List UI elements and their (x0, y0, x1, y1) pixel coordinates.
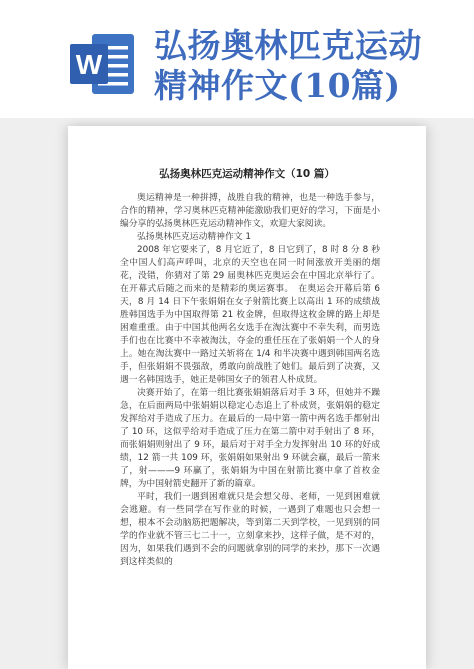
word-document-icon (68, 32, 136, 96)
paragraph-2: 决赛开始了，在第一组比赛张娟娟落后对手 3 环，但她并不躁急，在后面两局中张娟娟以稳定心态追上了朴成贤，张娟娟的稳定发挥给对手造成了压力。在最后的一局中第一箭中两名选手都射出了 10 环，这似乎给对手造成了压力在第二箭中对手射出了 8 环，而张娟娟则射出了 9 环，最后对于对手全力发挥射出 10 环的好成绩，12 箭一共 109 环，张娟娟如果射出 9 环就会赢，最后一箭来了，射———9 环赢了，张娟娟为中国在射箭比赛中拿了首枚金牌，为中国射箭史翻开了新的篇章。 (120, 388, 380, 489)
document-page (68, 126, 426, 669)
paragraph-1: 2008 年它要来了，8 月它近了，8 日它到了，8 时 8 分 8 秒全中国人们高声呼叫，北京的天空也在同一时间涨放开美丽的烟花，没错，你猜对了第 29 届奥林匹克奥运会在中国北京举行了。在开幕式后随之而来的是精彩的奥运赛事。 在奥运会开幕后第 6 天，8 月 14 日下午张娟娟在女子射箭比赛上以高出 1 环的成绩战胜韩国选手为中国取得第 21 枚金牌，但取得这枚金牌的路上却是困难重重。由于中国其他两名女选手在淘汰赛中不幸失利，而男选手们也在比赛中不幸被淘汰，夺金的重任压在了张娟娟一个人的身上。她在淘汰赛中一路过关斩将在 1/4 和半决赛中遇到韩国两名选手，但张娟娟不畏强敌，勇敢向前战胜了她们。最后到了决赛，又遇一名韩国选手，她正是韩国女子的领君人朴成贤。 (120, 245, 380, 385)
page-header (0, 0, 474, 125)
document-body (120, 192, 380, 569)
paragraph-3: 平时，我们一遇到困难就只是会想父母、老师，一见到困难就会逃避。有一些同学在写作业的时候，一遇到了难题也只会想一想，根本不会动脑筋把题解决，等到第二天到学校，一见到别的同学的作业就不管三七二十一，立刻拿来抄，这样子做，是不对的，因为，如果我们遇到不会的问题就拿别的同学的来抄，那下一次遇到这样类似的 (120, 492, 380, 567)
page-title-line-2: 精神作文(10篇) (154, 66, 401, 105)
document-title: 弘扬奥林匹克运动精神作文（10 篇） (159, 168, 335, 180)
word-icon-letter: W (75, 49, 103, 80)
paragraph-intro: 奥运精神是一种拼搏，战胜自我的精神，也是一种选手参与，合作的精神，学习奥林匹克精神能激励我们更好的学习，下面是小编分享的弘扬奥林匹克运动精神作文，欢迎大家阅读。 (120, 193, 380, 229)
page-title-line-1: 弘扬奥林匹克运动 (154, 26, 422, 65)
essay-heading-1: 弘扬奥林匹克运动精神作文 1 (137, 232, 251, 242)
